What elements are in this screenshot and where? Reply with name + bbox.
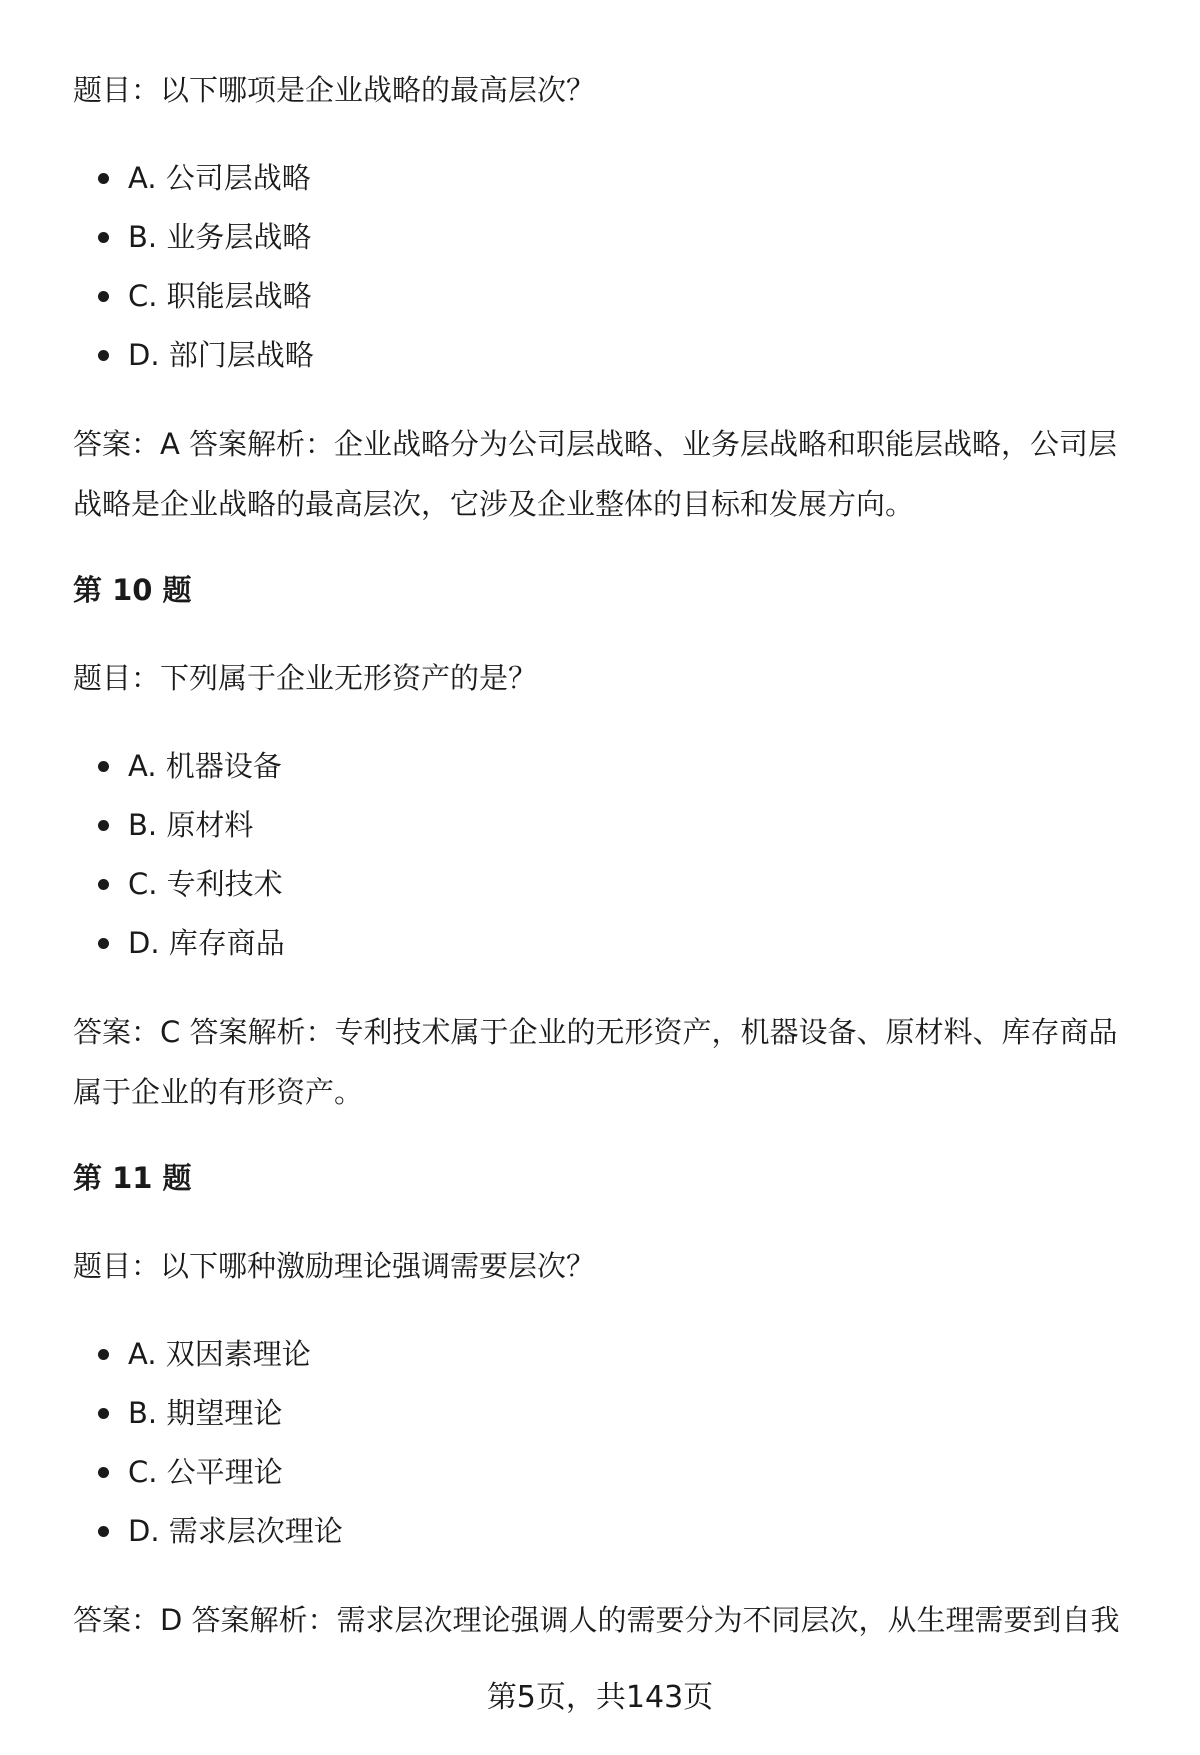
option-a: A. 机器设备 (128, 749, 282, 783)
option-b: B. 业务层战略 (128, 220, 312, 254)
option-b: B. 原材料 (128, 808, 254, 842)
bullet-icon (98, 1526, 109, 1537)
bullet-icon (98, 1408, 109, 1419)
option-d: D. 需求层次理论 (128, 1514, 343, 1548)
option-c: C. 专利技术 (128, 867, 283, 901)
bullet-icon (98, 1467, 109, 1478)
answer-text: 答案：A 答案解析：企业战略分为公司层战略、业务层战略和职能层战略，公司层 (73, 427, 1118, 461)
bullet-icon (98, 291, 109, 302)
bullet-icon (98, 1349, 109, 1360)
question-text: 题目：以下哪项是企业战略的最高层次？ (73, 73, 596, 107)
page-number: 第5页，共143页 (486, 1680, 714, 1715)
option-a: A. 双因素理论 (128, 1337, 311, 1371)
bullet-icon (98, 879, 109, 890)
answer-text: 答案：D 答案解析：需求层次理论强调人的需要分为不同层次，从生理需要到自我 (73, 1603, 1120, 1637)
question-heading: 第 11 题 (73, 1161, 192, 1195)
question-heading: 第 10 题 (73, 573, 192, 607)
bullet-icon (98, 350, 109, 361)
answer-text: 答案：C 答案解析：专利技术属于企业的无形资产，机器设备、原材料、库存商品 (73, 1015, 1118, 1049)
bullet-icon (98, 761, 109, 772)
bullet-icon (98, 173, 109, 184)
bullet-icon (98, 938, 109, 949)
option-a: A. 公司层战略 (128, 161, 311, 195)
option-d: D. 部门层战略 (128, 338, 314, 372)
option-c: C. 职能层战略 (128, 279, 312, 313)
answer-text-continued: 战略是企业战略的最高层次，它涉及企业整体的目标和发展方向。 (73, 487, 915, 521)
question-text: 题目：以下哪种激励理论强调需要层次？ (73, 1249, 596, 1283)
option-b: B. 期望理论 (128, 1396, 283, 1430)
option-c: C. 公平理论 (128, 1455, 283, 1489)
bullet-icon (98, 232, 109, 243)
answer-text-continued: 属于企业的有形资产。 (73, 1075, 364, 1109)
option-d: D. 库存商品 (128, 926, 285, 960)
bullet-icon (98, 820, 109, 831)
question-text: 题目：下列属于企业无形资产的是？ (73, 661, 538, 695)
